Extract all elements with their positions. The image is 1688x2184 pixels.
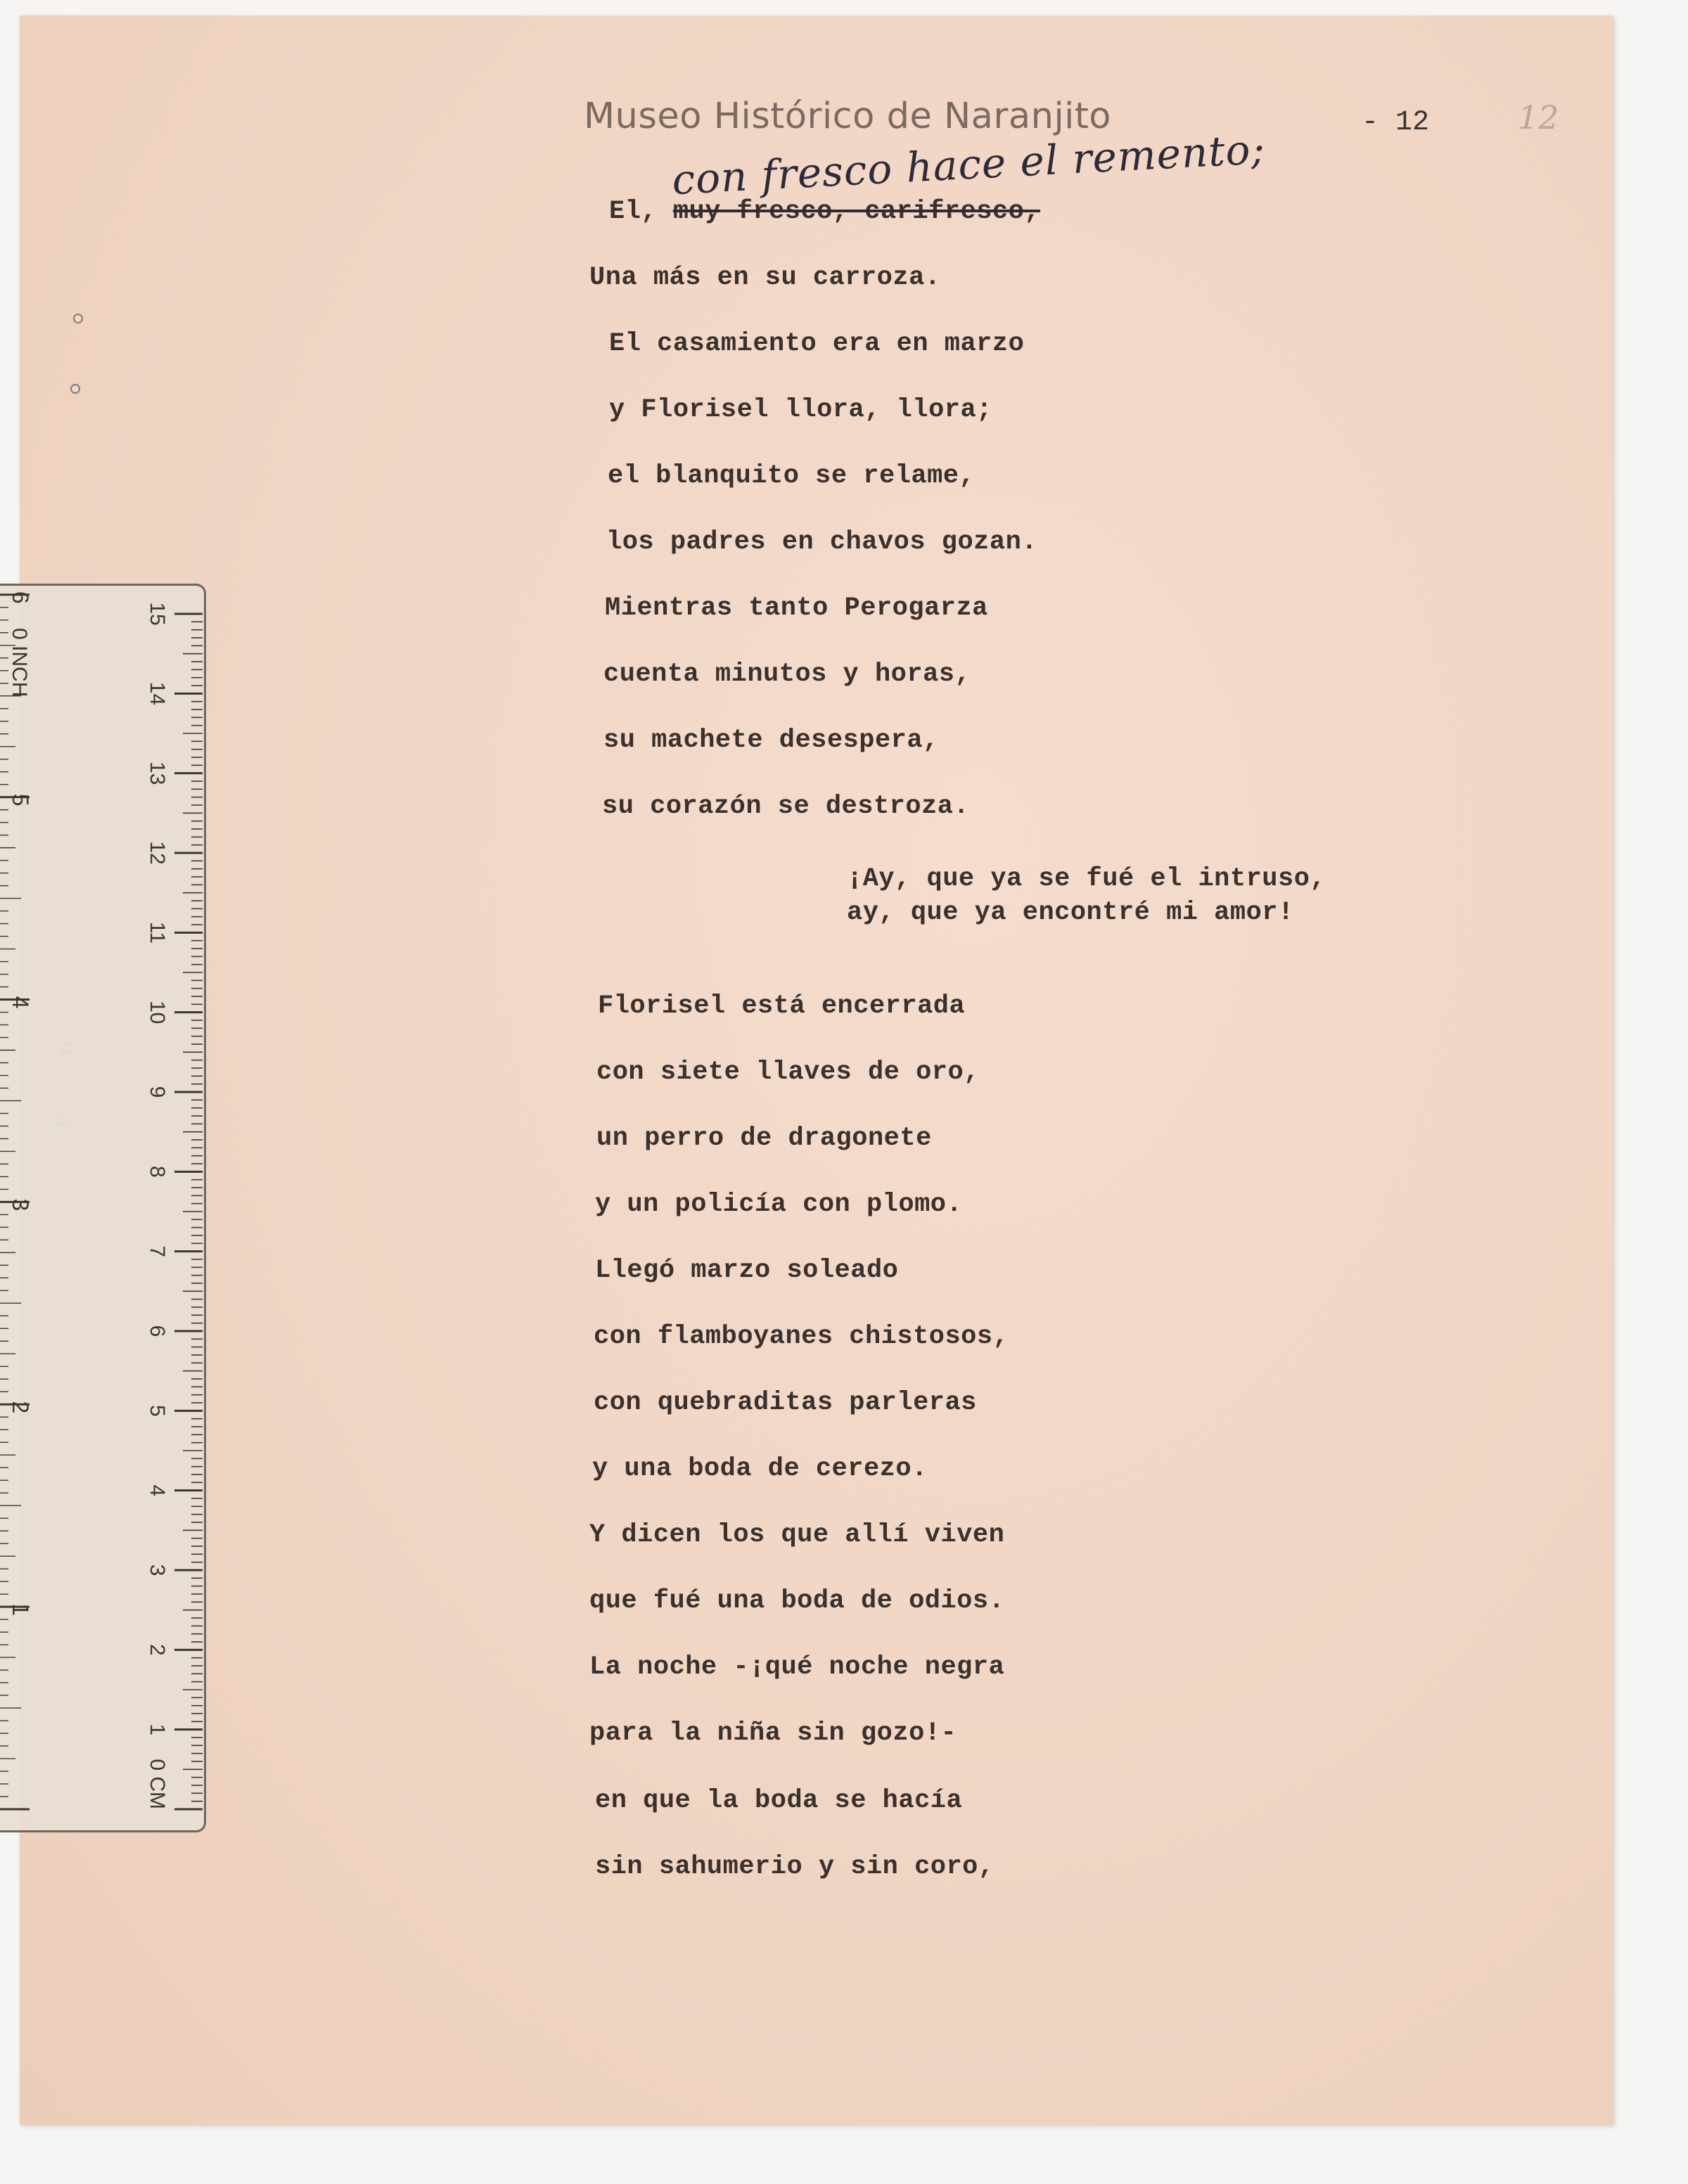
page-number: - 12: [1362, 107, 1430, 139]
cm-label: 14: [146, 681, 169, 706]
cm-label: 0 CM: [146, 1759, 169, 1809]
cm-label: 6: [146, 1325, 169, 1337]
inch-label: 4: [8, 996, 33, 1009]
cm-label: 4: [146, 1484, 169, 1497]
cm-label: 8: [146, 1165, 169, 1178]
cm-label: 9: [146, 1086, 169, 1098]
handwritten-correction: con fresco hace el remento;: [670, 124, 1267, 205]
paper-hole: [70, 384, 80, 394]
inch-label: 2: [8, 1401, 33, 1414]
measurement-ruler: [0, 584, 206, 1832]
verse-line: Florisel está encerrada: [598, 991, 966, 1021]
verse-line: Y dicen los que allí viven: [589, 1520, 1005, 1550]
verse-line-1: [609, 197, 1040, 226]
verse-line: en que la boda se hacía: [595, 1786, 963, 1816]
verse-line: un perro de dragonete: [596, 1124, 932, 1153]
verse-line-1-prefix: El,: [609, 197, 658, 226]
ruler-scale: [0, 586, 204, 1830]
verse-line: que fué una boda de odios.: [589, 1586, 1005, 1616]
cm-label: 1: [146, 1723, 169, 1736]
verse-line: sin sahumerio y sin coro,: [595, 1852, 995, 1882]
inch-label: 3: [8, 1198, 33, 1212]
museum-watermark: Museo Histórico de Naranjito: [584, 96, 1112, 137]
verse-line: cuenta minutos y horas,: [603, 660, 971, 689]
verse-line: su corazón se destroza.: [602, 792, 970, 821]
cm-label: 15: [146, 602, 169, 626]
cm-label: 11: [146, 921, 169, 944]
inch-label: 6: [8, 591, 33, 604]
verse-line: Mientras tanto Perogarza: [605, 593, 988, 623]
inch-scale-label: 0 INCH: [8, 628, 31, 698]
cm-label: 3: [146, 1564, 169, 1576]
verse-line: El casamiento era en marzo: [609, 329, 1025, 359]
inch-label: 1: [8, 1603, 33, 1617]
verse-line: Llegó marzo soleado: [595, 1256, 899, 1285]
struck-text: muy fresco, carifresco,: [672, 197, 1041, 226]
verse-line: con quebraditas parleras: [594, 1388, 977, 1418]
verse-line: y Florisel llora, llora;: [609, 395, 992, 425]
verse-line: su machete desespera,: [603, 726, 939, 755]
cm-label: 7: [146, 1245, 169, 1258]
cm-label: 5: [146, 1404, 169, 1417]
verse-line: y una boda de cerezo.: [592, 1454, 928, 1484]
cm-label: 13: [146, 761, 169, 785]
verse-line: con siete llaves de oro,: [596, 1058, 980, 1087]
verse-line: Una más en su carroza.: [589, 263, 941, 293]
verse-line: los padres en chavos gozan.: [606, 527, 1037, 557]
paper-hole: [73, 314, 83, 323]
refrain: [847, 862, 1326, 930]
verse-line: con flamboyanes chistosos,: [594, 1322, 1009, 1351]
verse-line: La noche -¡qué noche negra: [589, 1652, 1005, 1682]
verse-line: y un policía con plomo.: [595, 1190, 963, 1219]
cm-label: 2: [146, 1643, 169, 1656]
inch-label: 5: [8, 793, 33, 807]
verse-line: el blanquito se relame,: [608, 461, 976, 491]
pencil-page-number: 12: [1518, 98, 1559, 136]
verse-line: para la niña sin gozo!-: [589, 1719, 957, 1748]
refrain-line-2: ay, que ya encontré mi amor!: [847, 898, 1294, 927]
cm-label: 12: [146, 841, 169, 865]
refrain-line-1: ¡Ay, que ya se fué el intruso,: [847, 864, 1326, 894]
cm-label: 10: [146, 1000, 169, 1024]
